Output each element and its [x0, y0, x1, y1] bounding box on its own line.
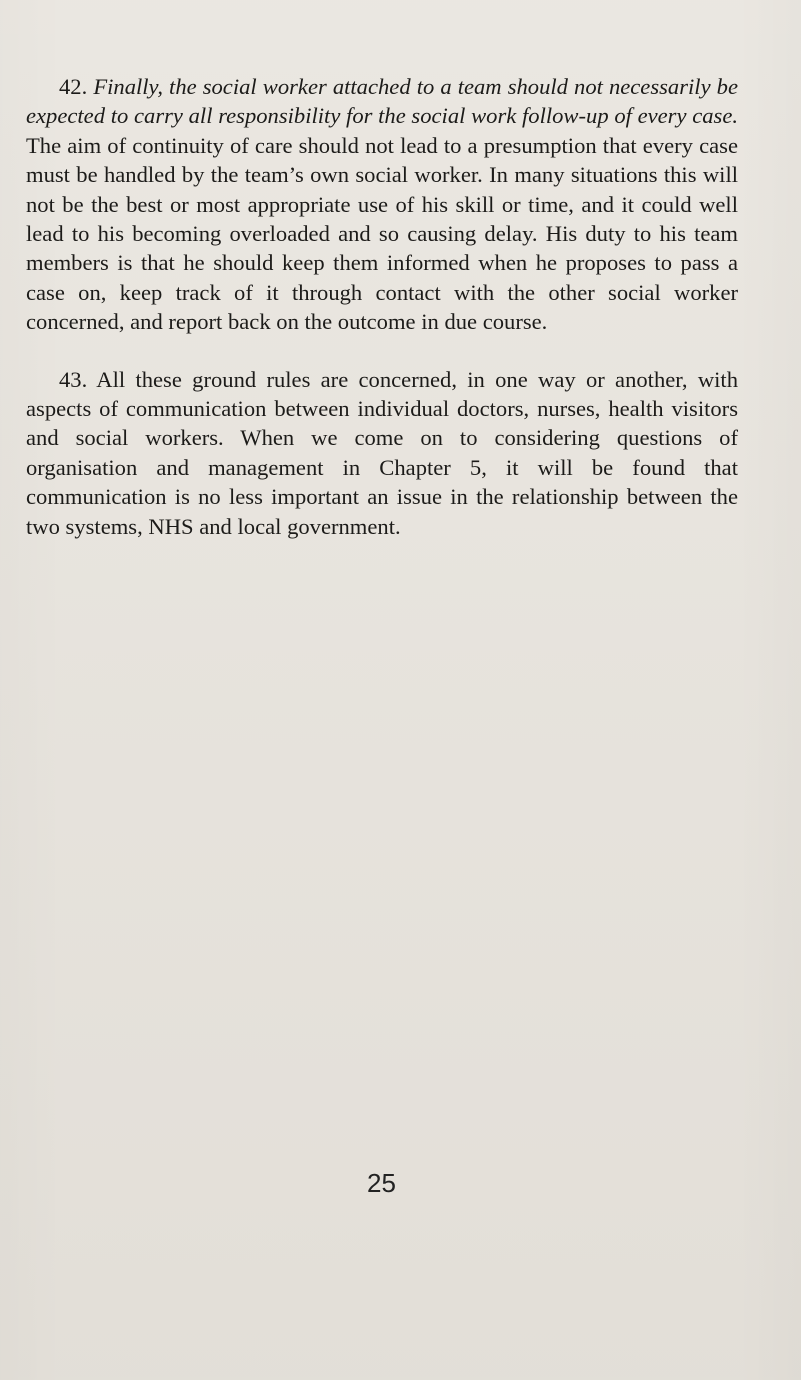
- document-page: [26, 72, 738, 541]
- paragraph-number: 42.: [59, 74, 88, 99]
- paragraph-number: 43.: [59, 366, 88, 392]
- paragraph-43: [26, 365, 738, 541]
- paragraph-body: All these ground rules are concerned, in one way or another, with aspects of communication between individual doctors, nurses, health visitors and social workers. When we come on to considering questions of organisation and management in Chapter 5, it will be found that communication is no less important an issue in the relationship between the two systems, NHS and local government.: [26, 366, 738, 539]
- page-number: 25: [367, 1168, 396, 1198]
- paragraph-body: The aim of continuity of care should not lead to a presumption that every case must be handled by the team’s own social worker. In many situations this will not be the best or most appropriate use of his skill or time, and it could well lead to his becoming overloaded and so causing delay. His duty to his team members is that he should keep them informed when he proposes to pass a case on, keep track of it through contact with the other social worker concerned, and report back on the outcome in due course.: [26, 132, 738, 335]
- paragraph-italic-lead: Finally, the social worker attached to a team should not necessarily be expected to carry all responsibility for the social work follow-up of every case.: [26, 74, 738, 129]
- paragraph-42: [26, 72, 738, 337]
